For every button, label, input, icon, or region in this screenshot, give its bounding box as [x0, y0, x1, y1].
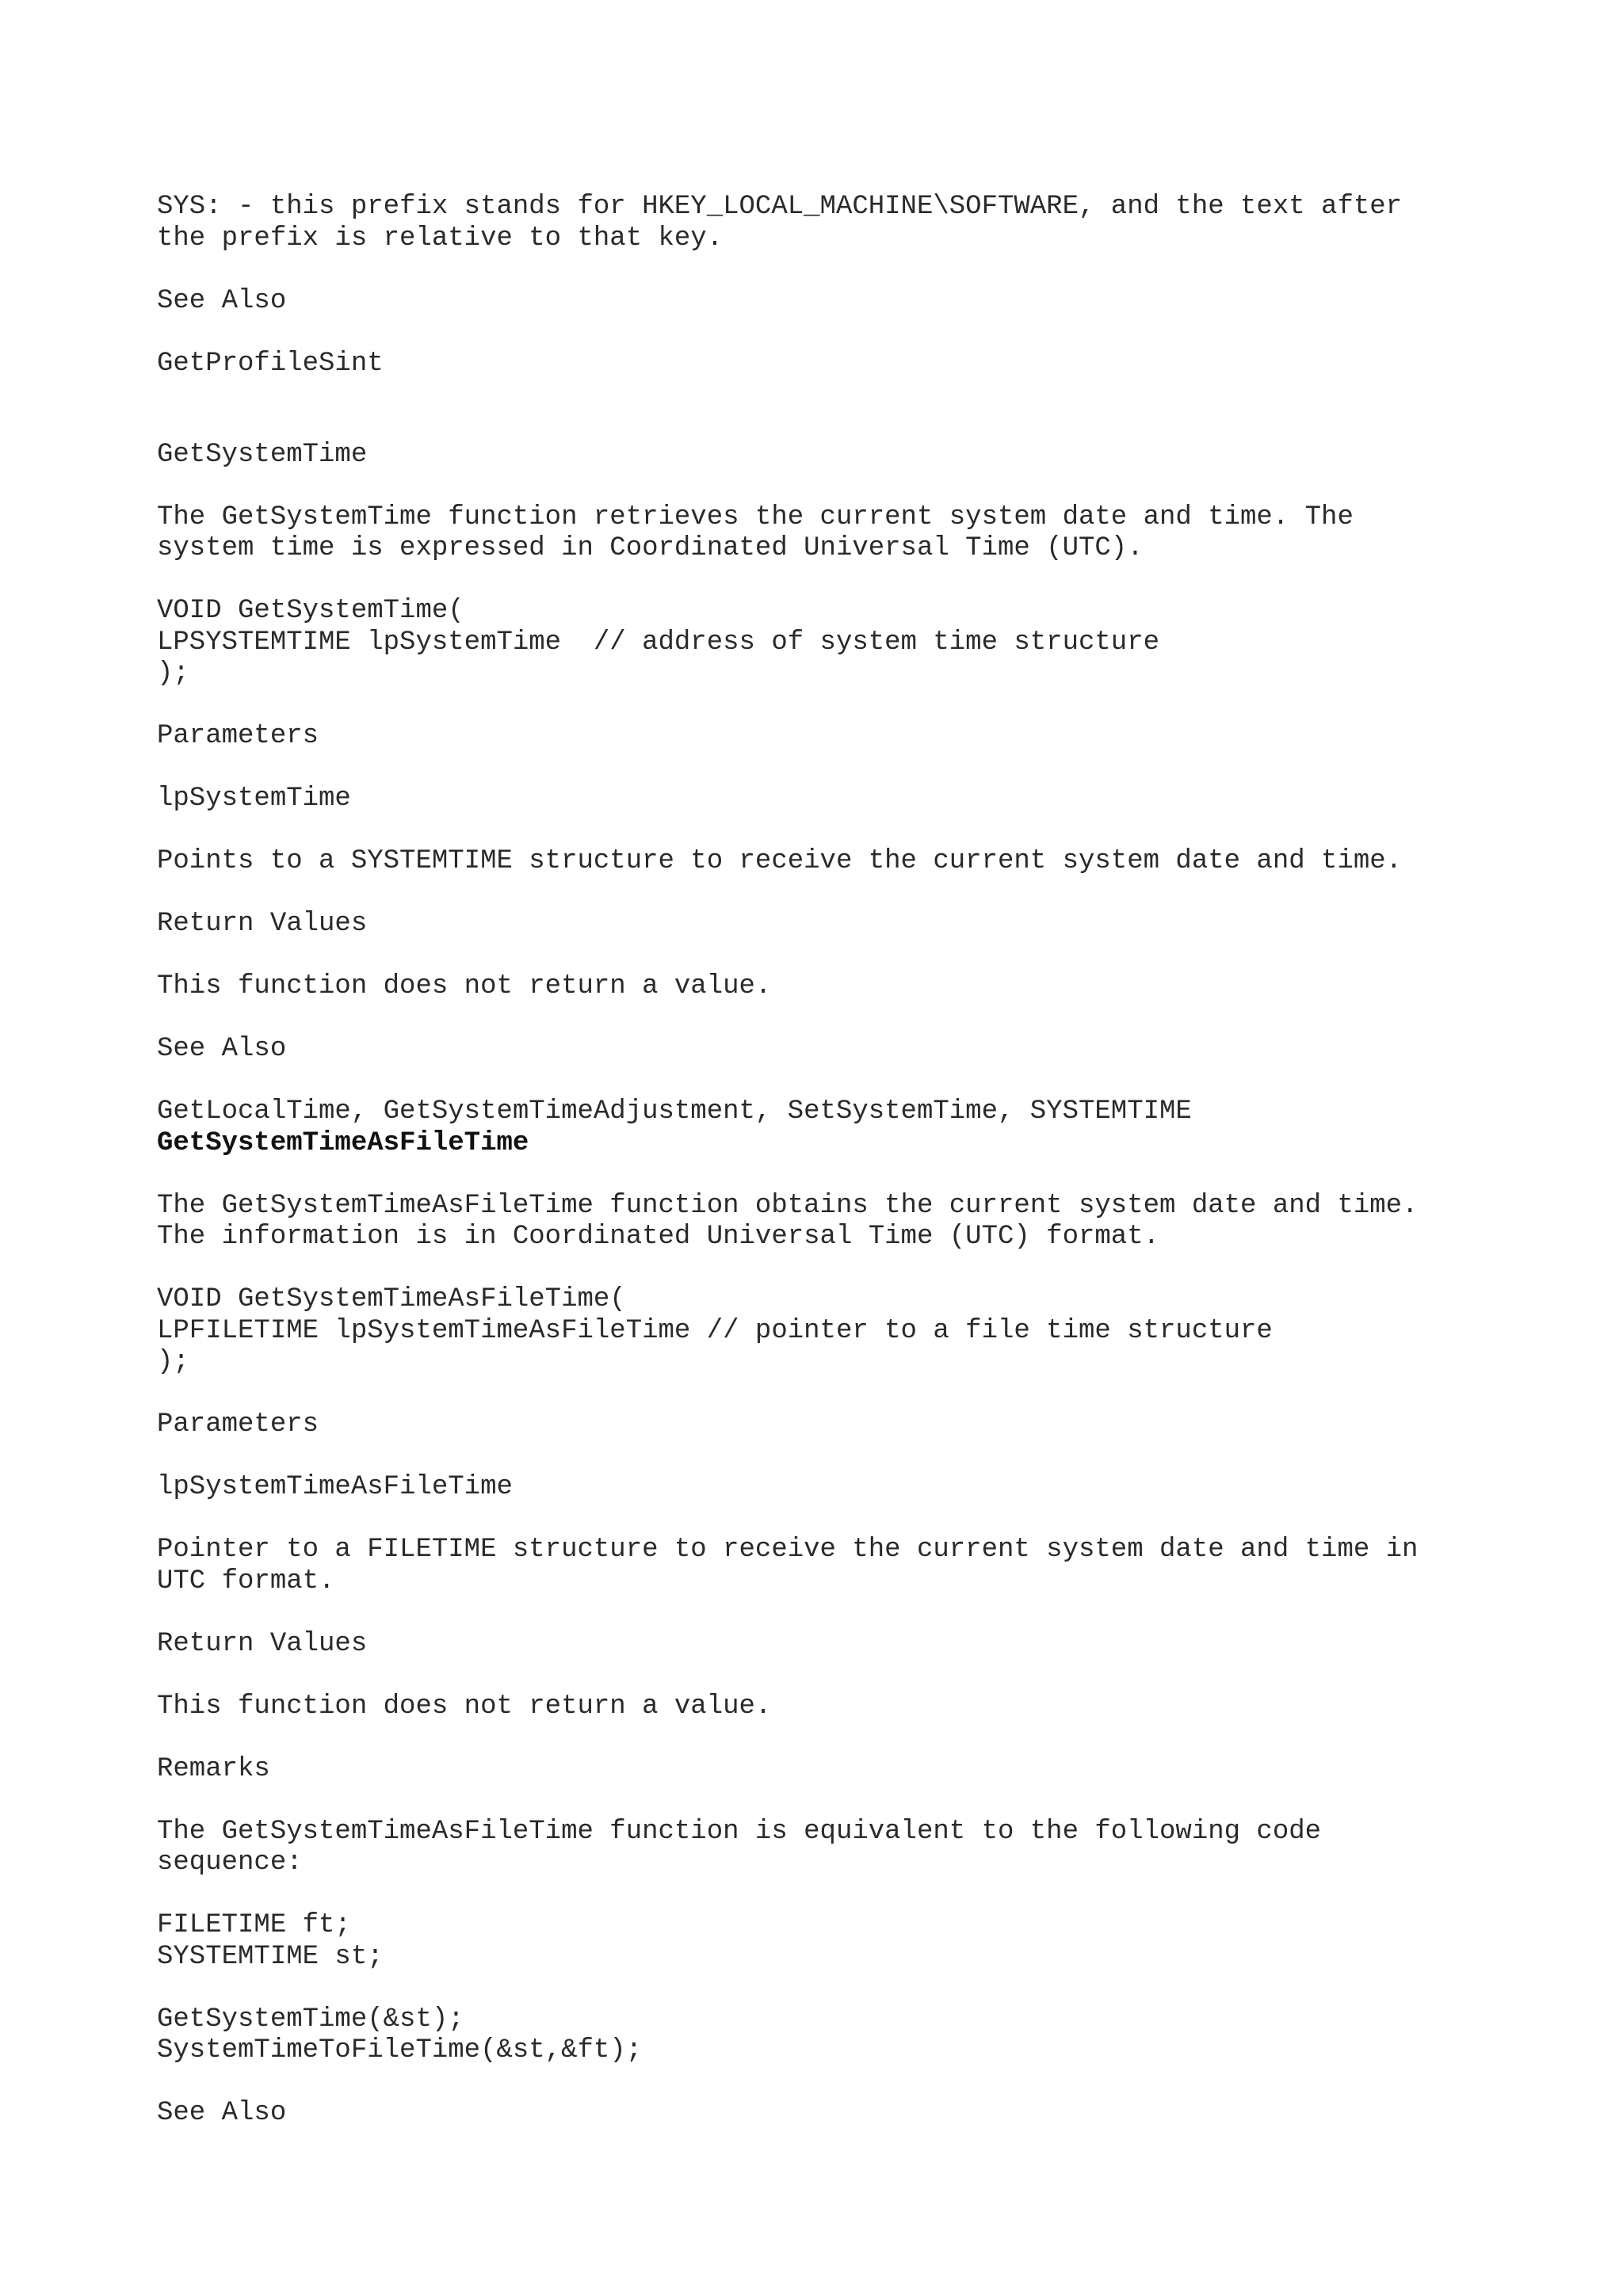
paragraph-text: The GetSystemTimeAsFileTime function obtains the current system date and time. [157, 1190, 1419, 1221]
paragraph-text: This function does not return a value. [157, 1691, 772, 1722]
code-line: GetSystemTime(&st); [157, 2004, 464, 2035]
code-line: SYSTEMTIME st; [157, 1941, 384, 1972]
section-heading: See Also [157, 285, 287, 316]
section-heading: Remarks [157, 1753, 270, 1784]
parameter-name: lpSystemTimeAsFileTime [157, 1472, 513, 1502]
parameter-name: lpSystemTime [157, 784, 351, 814]
reference-text: GetLocalTime, GetSystemTimeAdjustment, SetSystemTime, SYSTEMTIME [157, 1097, 1192, 1127]
code-line: FILETIME ft; [157, 1910, 351, 1940]
section-heading: Return Values [157, 909, 368, 939]
code-line: VOID GetSystemTime( [157, 596, 464, 626]
code-line: LPSYSTEMTIME lpSystemTime // address of system time structure [157, 627, 1160, 658]
code-line: SystemTimeToFileTime(&st,&ft); [157, 2035, 643, 2065]
code-line: ); [157, 658, 189, 688]
paragraph-text: The GetSystemTime function retrieves the current system date and time. The [157, 502, 1354, 532]
paragraph-text: SYS: - this prefix stands for HKEY_LOCAL_MACHINE\SOFTWARE, and the text after [157, 192, 1403, 222]
reference-text: GetProfileSint [157, 348, 384, 379]
section-heading: Return Values [157, 1628, 368, 1659]
paragraph-text: the prefix is relative to that key. [157, 223, 724, 254]
section-heading: See Also [157, 1034, 287, 1064]
paragraph-text: system time is expressed in Coordinated Universal Time (UTC). [157, 533, 1144, 563]
function-title: GetSystemTimeAsFileTime [157, 1127, 529, 1158]
paragraph-text: This function does not return a value. [157, 971, 772, 1001]
code-line: VOID GetSystemTimeAsFileTime( [157, 1284, 626, 1314]
paragraph-text: Pointer to a FILETIME structure to receive the current system date and time in [157, 1535, 1419, 1565]
section-heading: Parameters [157, 1409, 319, 1440]
paragraph-text: The GetSystemTimeAsFileTime function is equivalent to the following code [157, 1816, 1322, 1847]
section-heading: See Also [157, 2098, 287, 2128]
paragraph-text: The information is in Coordinated Universal Time (UTC) format. [157, 1222, 1160, 1252]
paragraph-text: sequence: [157, 1848, 303, 1878]
function-title: GetSystemTime [157, 439, 368, 470]
code-line: LPFILETIME lpSystemTimeAsFileTime // pointer to a file time structure [157, 1315, 1273, 1346]
section-heading: Parameters [157, 721, 319, 751]
paragraph-text: Points to a SYSTEMTIME structure to receive the current system date and time. [157, 846, 1403, 876]
code-line: ); [157, 1347, 189, 1377]
document-page [157, 192, 1520, 2130]
paragraph-text: UTC format. [157, 1566, 335, 1596]
